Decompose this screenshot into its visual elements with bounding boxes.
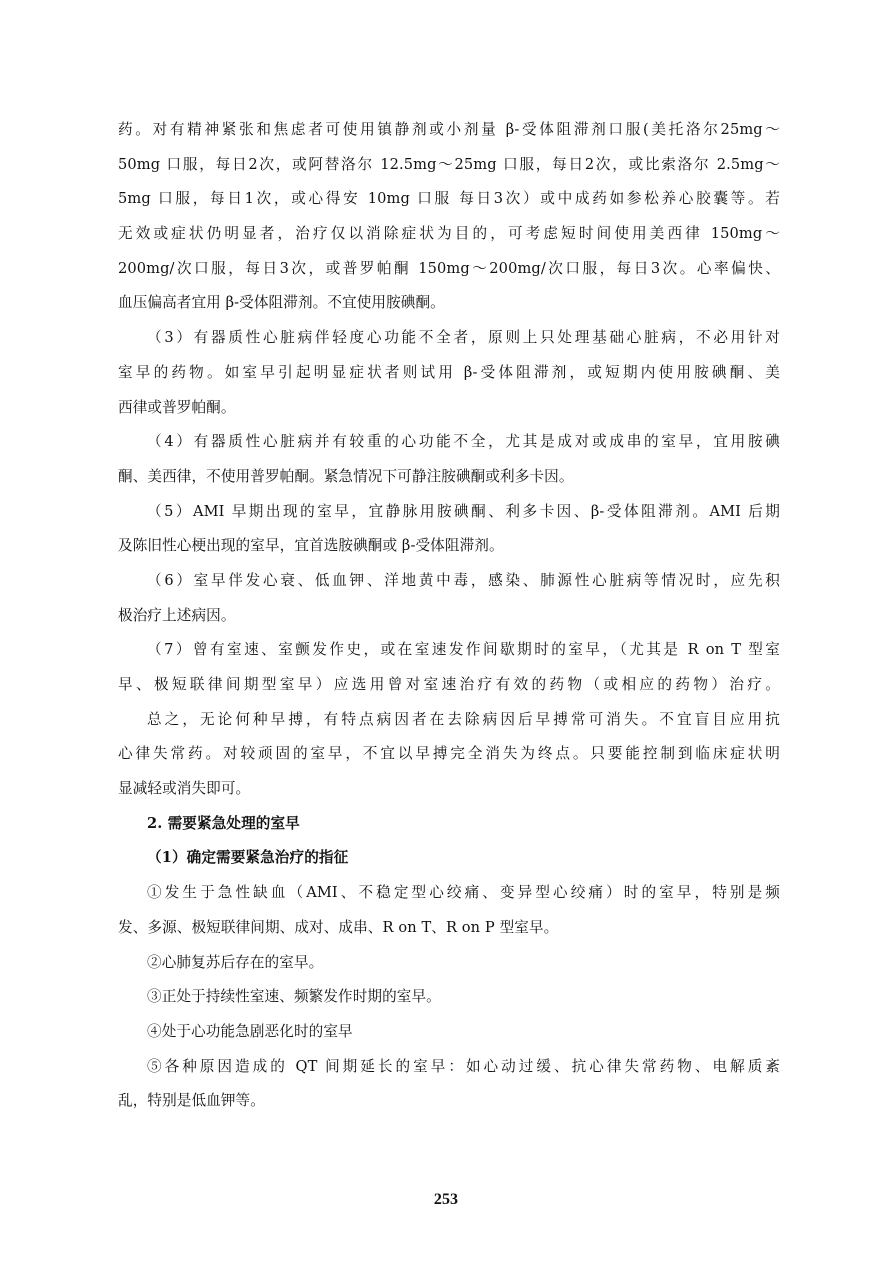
text-line: 200mg/次口服，每日3次，或普罗帕酮 150mg～200mg/次口服，每日3次。心率偏快、 xyxy=(118,259,780,277)
text-line: 发、多源、极短联律间期、成对、成串、R on T、R on P 型室早。 xyxy=(118,918,559,936)
section-heading: 2. 需要紧急处理的室早 xyxy=(147,814,300,832)
text-line: 50mg 口服，每日2次，或阿替洛尔 12.5mg～25mg 口服，每日2次，或比索洛尔 2.5mg～ xyxy=(118,155,780,173)
text-line: 西律或普罗帕酮。 xyxy=(118,398,236,416)
text-line: 早、极短联律间期型室早）应选用曾对室速治疗有效的药物（或相应的药物）治疗。 xyxy=(118,676,780,693)
text-line: （7）曾有室速、室颤发作史，或在室速发作间歇期时的室早，（尤其是 R on T 型室 xyxy=(147,641,780,659)
text-line: ②心肺复苏后存在的室早。 xyxy=(147,953,324,971)
text-line: 及陈旧性心梗出现的室早，宜首选胺碘酮或 β-受体阻滞剂。 xyxy=(118,537,504,555)
body-text xyxy=(118,113,780,1119)
text-line: （3）有器质性心脏病伴轻度心功能不全者，原则上只处理基础心脏病，不必用针对 xyxy=(147,329,780,347)
text-line: 酮、美西律，不使用普罗帕酮。紧急情况下可静注胺碘酮或利多卡因。 xyxy=(118,467,574,485)
subsection-heading: （1）确定需要紧急治疗的指征 xyxy=(147,849,349,867)
text-line: ③正处于持续性室速、频繁发作时期的室早。 xyxy=(147,988,441,1006)
text-line: 室早的药物。如室早引起明显症状者则试用 β-受体阻滞剂，或短期内使用胺碘酮、美 xyxy=(118,363,780,381)
text-line: ⑤各种原因造成的 QT 间期延长的室早：如心动过缓、抗心律失常药物、电解质紊 xyxy=(147,1057,780,1075)
text-line: 血压偏高者宜用 β-受体阻滞剂。不宜使用胺碘酮。 xyxy=(118,294,445,312)
text-line: （6）室早伴发心衰、低血钾、洋地黄中毒，感染、肺源性心脏病等情况时，应先积 xyxy=(147,571,780,589)
text-line: 心律失常药。对较顽固的室早，不宜以早搏完全消失为终点。只要能控制到临床症状明 xyxy=(118,745,780,763)
text-line: 药。对有精神紧张和焦虑者可使用镇静剂或小剂量 β-受体阻滞剂口服(美托洛尔25mg～ xyxy=(118,121,780,138)
text-line: （5）AMI 早期出现的室早，宜静脉用胺碘酮、利多卡因、β-受体阻滞剂。AMI 后期 xyxy=(147,502,780,520)
text-line: 显减轻或消失即可。 xyxy=(118,780,251,798)
text-line: （4）有器质性心脏病并有较重的心功能不全，尤其是成对或成串的室早，宜用胺碘 xyxy=(147,433,780,451)
text-line: 乱，特别是低血钾等。 xyxy=(118,1092,265,1110)
text-line: 总之，无论何种早搏，有特点病因者在去除病因后早搏常可消失。不宜盲目应用抗 xyxy=(147,710,780,728)
text-line: 极治疗上述病因。 xyxy=(118,606,236,624)
text-line: 5mg 口服，每日1次，或心得安 10mg 口服 每日3次）或中成药如参松养心胶囊等。若 xyxy=(118,190,780,208)
page-number: 253 xyxy=(433,1191,459,1208)
text-line: ④处于心功能急剧恶化时的室早 xyxy=(147,1022,353,1040)
text-line: ①发生于急性缺血（AMI、不稳定型心绞痛、变异型心绞痛）时的室早，特别是频 xyxy=(147,884,780,902)
text-line: 无效或症状仍明显者，治疗仅以消除症状为目的，可考虑短时间使用美西律 150mg～ xyxy=(118,225,780,243)
